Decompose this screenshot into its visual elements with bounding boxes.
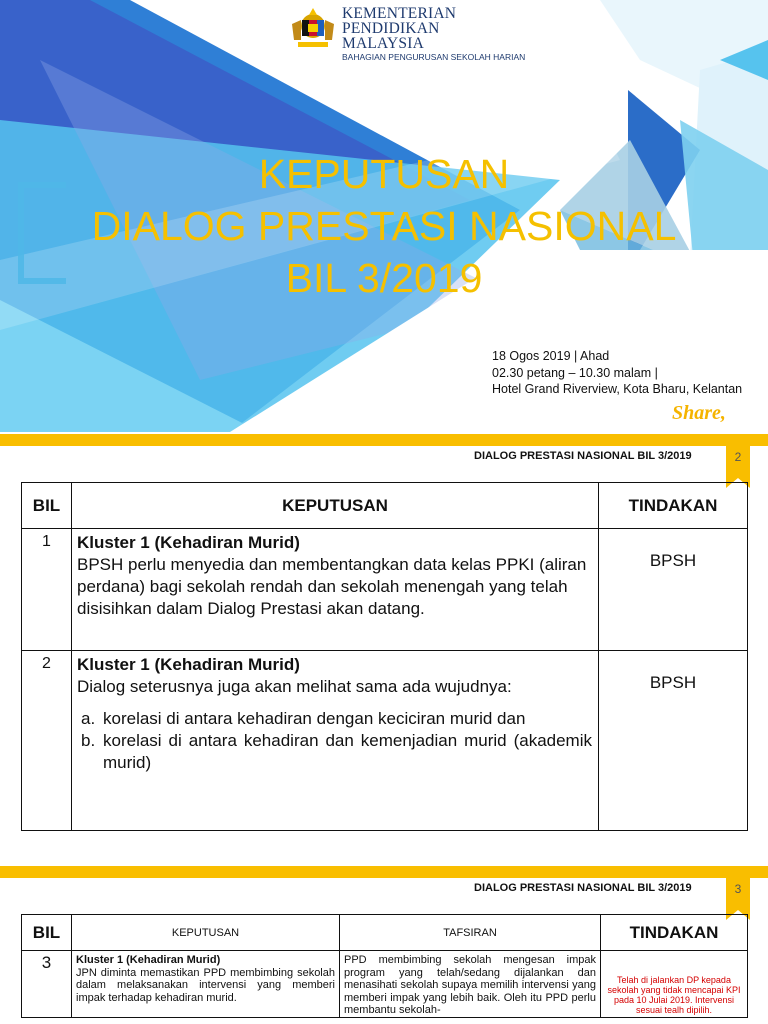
page-number-badge: 2	[726, 442, 750, 478]
ministry-crest-logo	[288, 6, 338, 54]
decision-slide-2	[0, 432, 768, 864]
list-marker: b.	[81, 731, 96, 750]
ministry-line-1: KEMENTERIAN	[342, 5, 457, 22]
list-item	[77, 730, 592, 774]
row-keputusan	[72, 951, 340, 1018]
title-line-2: DIALOG PRESTASI NASIONAL	[91, 203, 677, 249]
list-item	[77, 708, 592, 730]
event-venue: Hotel Grand Riverview, Kota Bharu, Kelantan	[492, 382, 743, 396]
table-row	[22, 951, 748, 1018]
col-bil: BIL	[22, 915, 72, 951]
decision-slide-3	[0, 864, 768, 1024]
title-line-1: KEPUTUSAN	[258, 151, 510, 197]
ministry-name	[342, 6, 525, 62]
cover-slide	[0, 0, 768, 432]
slide-header: DIALOG PRESTASI NASIONAL BIL 3/2019	[474, 882, 692, 894]
row-tindakan: BPSH	[599, 529, 748, 651]
header-gold-bar	[0, 866, 768, 878]
ministry-division: BAHAGIAN PENGURUSAN SEKOLAH HARIAN	[342, 52, 526, 62]
col-tindakan: TINDAKAN	[599, 483, 748, 529]
event-date: 18 Ogos 2019 | Ahad	[492, 349, 610, 363]
row-bil: 3	[22, 951, 72, 1018]
header-gold-bar	[0, 434, 768, 446]
tagline: Share,	[672, 402, 726, 424]
cluster-title: Kluster 1 (Kehadiran Murid)	[76, 954, 221, 966]
table-row	[22, 529, 748, 651]
decision-text: BPSH perlu menyedia dan membentangkan data kelas PPKI (aliran perdana) bagi sekolah rendah dan sekolah menengah yang telah disisihkan dalam Dialog Prestasi akan datang.	[77, 555, 587, 618]
col-tindakan: TINDAKAN	[601, 915, 748, 951]
page-number-badge: 3	[726, 874, 750, 910]
ministry-line-3: MALAYSIA	[342, 35, 424, 52]
col-bil: BIL	[22, 483, 72, 529]
table-header-row	[22, 915, 748, 951]
col-keputusan: KEPUTUSAN	[72, 915, 340, 951]
slide-header: DIALOG PRESTASI NASIONAL BIL 3/2019	[474, 450, 692, 462]
list-text: korelasi di antara kehadiran dengan keciciran murid dan	[103, 709, 526, 728]
col-tafsiran: TAFSIRAN	[340, 915, 601, 951]
row-keputusan	[72, 651, 599, 831]
cover-title	[0, 148, 768, 304]
decision-table	[21, 914, 748, 1018]
row-bil: 2	[22, 651, 72, 831]
decision-list	[77, 708, 592, 774]
col-keputusan: KEPUTUSAN	[72, 483, 599, 529]
list-marker: a.	[81, 709, 96, 728]
row-tindakan: Telah di jalankan DP kepada sekolah yang tidak mencapai KPI pada 10 Julai 2019. Intervensi sesuai tealh dipilih.	[601, 951, 748, 1018]
event-details	[492, 348, 742, 398]
list-text: korelasi di antara kehadiran dan kemenjadian murid (akademik murid)	[103, 731, 592, 772]
decision-table	[21, 482, 748, 831]
row-tafsiran: PPD membimbing sekolah mengesan impak program yang telah/sedang dijalankan dan menasihati sekolah supaya memilih intervensi yang memberi impak yang lebih baik. Oleh itu PPD perlu membantu sekolah-	[340, 951, 601, 1018]
table-row	[22, 651, 748, 831]
row-keputusan	[72, 529, 599, 651]
cluster-title: Kluster 1 (Kehadiran Murid)	[77, 655, 300, 674]
row-bil: 1	[22, 529, 72, 651]
table-header-row	[22, 483, 748, 529]
decision-text: Dialog seterusnya juga akan melihat sama ada wujudnya:	[77, 677, 512, 696]
title-line-3: BIL 3/2019	[285, 255, 483, 301]
cluster-title: Kluster 1 (Kehadiran Murid)	[77, 533, 300, 552]
row-tindakan: BPSH	[599, 651, 748, 831]
ministry-line-2: PENDIDIKAN	[342, 20, 440, 37]
decision-text: JPN diminta memastikan PPD membimbing sekolah dalam melaksanakan intervensi yang memberi impak terhadap kehadiran murid.	[76, 966, 335, 1004]
event-time: 02.30 petang – 10.30 malam |	[492, 365, 658, 380]
